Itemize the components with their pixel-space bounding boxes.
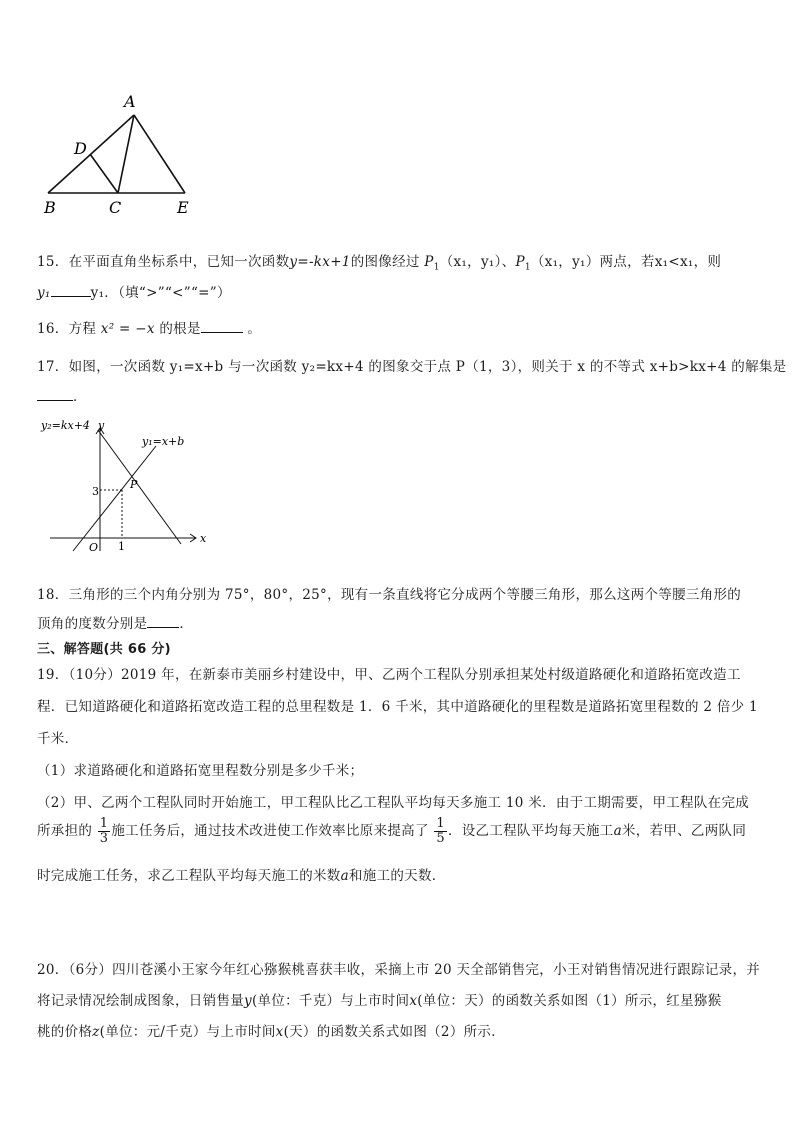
label-D: D xyxy=(74,139,87,158)
q20-variable-x2: x xyxy=(275,1024,284,1040)
label-y-axis: y xyxy=(98,419,105,432)
q16-text-c: 。 xyxy=(247,321,262,337)
q16-line xyxy=(37,317,261,337)
triangle-figure xyxy=(30,88,210,223)
q17-text: 如图，一次函数 y₁=x+b 与一次函数 y₂=kx+4 的图象交于点 P（1，3），则关于 x 的不等式 x+b>kx+4 的解集是 xyxy=(68,359,787,375)
q19-variable-a: a xyxy=(613,823,622,839)
q19-sub2-text-b: 施工任务后，通过技术改进使工作效率比原来提高了 xyxy=(111,823,429,839)
q19-line1: 19．（10分）2019 年，在新泰市美丽乡村建设中，甲、乙两个工程队分别承担某处村级道路硬化和道路拓宽改造工 xyxy=(37,667,741,683)
q17-line1 xyxy=(37,355,786,375)
q15-y1-left: y₁ xyxy=(37,285,51,301)
q18-number: 18． xyxy=(37,587,69,603)
tick-label-3: 3 xyxy=(92,485,99,498)
q16-text-a: 方程 xyxy=(68,321,97,337)
segment-DC xyxy=(90,154,118,193)
q19-sub2-text-c: ．设乙工程队平均每天施工 xyxy=(447,823,614,839)
q20-variable-x: x xyxy=(409,993,418,1009)
q17-number: 17． xyxy=(37,359,69,375)
q16-answer-blank[interactable] xyxy=(201,320,243,333)
label-E: E xyxy=(177,198,189,217)
section-heading: 三、解答题(共 66 分) xyxy=(37,642,171,657)
q19-sub2-line1: （2）甲、乙两个工程队同时开始施工，甲工程队比乙工程队平均每天多施工 10 米．由于工期需要，甲工程队在完成 xyxy=(37,795,750,811)
q19-sub2-text-d: 米，若甲、乙两队同 xyxy=(621,823,747,839)
line-y1 xyxy=(73,446,156,551)
fraction-one-fifth-numerator: 1 xyxy=(436,816,445,831)
q15-number: 15． xyxy=(37,254,69,270)
q20-line3 xyxy=(37,1020,505,1040)
q15-point1-coords: （x₁，y₁）、 xyxy=(439,254,516,270)
q19-sub2-line3-text-a: 时完成施工任务，求乙工程队平均每天施工的米数 xyxy=(37,868,341,884)
q16-number: 16． xyxy=(37,321,69,337)
q15-point1-sub: 1 xyxy=(433,262,440,273)
q15-point2: P xyxy=(515,254,525,270)
label-C: C xyxy=(109,198,122,217)
q15-point1: P xyxy=(424,254,434,270)
q20-line1: 20．（6分）四川苍溪小王家今年红心猕猴桃喜获丰收，采摘上市 20 天全部销售完，小王对销售情况进行跟踪记录，并 xyxy=(37,962,761,978)
q19-variable-a2: a xyxy=(340,868,349,884)
label-y2: y₂=kx+4 xyxy=(41,419,90,432)
q15-line1 xyxy=(37,250,721,273)
q19-sub2-line3 xyxy=(37,864,446,884)
q15-function: y=-kx+1 xyxy=(289,254,351,270)
q17-end: ． xyxy=(73,389,87,405)
q20-line3-text-b: (单位：元/千克）与上市时间 xyxy=(99,1024,276,1040)
q18-answer-blank[interactable] xyxy=(147,615,179,628)
q16-text-b: 的根是 xyxy=(159,321,201,337)
q20-line3-text-a: 桃的价格 xyxy=(37,1024,93,1040)
q15-answer-blank[interactable] xyxy=(51,284,91,297)
q16-equation: x² = −x xyxy=(100,321,155,337)
q18-end: ． xyxy=(179,616,194,632)
q19-sub2-line3-text-b: 和施工的天数． xyxy=(348,868,446,884)
q15-line2 xyxy=(37,281,231,301)
q18-line2 xyxy=(37,612,193,632)
q17-answer-blank[interactable] xyxy=(37,388,73,401)
label-P: P xyxy=(130,478,138,491)
fraction-one-fifth xyxy=(434,817,447,846)
linear-functions-graph xyxy=(38,416,218,556)
q18-text-line1: 三角形的三个内角分别为 75°，80°，25°，现有一条直线将它分成两个等腰三角形，那么这两个等腰三角形的 xyxy=(68,587,742,603)
q19-line3: 千米． xyxy=(37,731,79,747)
q19-sub2-line2 xyxy=(37,817,746,846)
label-A: A xyxy=(124,92,136,111)
q19-line2: 程．已知道路硬化和道路拓宽改造工程的总里程数是 1．6 千米，其中道路硬化的里程数是道路拓宽里程数的 2 倍少 1 xyxy=(37,699,758,715)
q15-text-a: 在平面直角坐标系中，已知一次函数 xyxy=(68,254,290,270)
label-y1: y₁=x+b xyxy=(142,435,185,448)
q20-line2-text-b: (单位：千克）与上市时间 xyxy=(251,993,410,1009)
label-origin: O xyxy=(89,541,99,554)
q20-line2 xyxy=(37,989,722,1009)
tick-label-1: 1 xyxy=(118,540,125,553)
fraction-one-fifth-denominator: 5 xyxy=(436,831,445,846)
q15-condition: x₁<x₁，则 xyxy=(654,254,722,270)
q15-point2-sub: 1 xyxy=(524,262,531,273)
q19-sub2-text-a: 所承担的 xyxy=(37,823,93,839)
q18-line1 xyxy=(37,583,741,603)
q18-text-line2: 顶角的度数分别是 xyxy=(37,616,148,632)
q20-variable-y: y xyxy=(244,993,252,1009)
q15-text-b: 的图像经过 xyxy=(350,254,420,270)
fraction-one-third-numerator: 1 xyxy=(99,816,109,831)
segment-AE xyxy=(134,115,185,193)
label-B: B xyxy=(44,198,56,217)
q15-point2-coords: （x₁，y₁）两点，若 xyxy=(530,254,655,270)
q19-sub1: （1）求道路硬化和道路拓宽里程数分别是多少千米； xyxy=(37,763,364,779)
label-x-axis: x xyxy=(200,532,207,545)
q20-line2-text-a: 将记录情况绘制成图象，日销售量 xyxy=(37,993,244,1009)
q17-line2 xyxy=(37,385,87,405)
q15-y1-right: y₁．（填“>”“<”“=”） xyxy=(90,285,231,301)
fraction-one-third xyxy=(98,817,111,846)
q20-variable-z: z xyxy=(92,1024,100,1040)
fraction-one-third-denominator: 3 xyxy=(99,831,109,846)
q20-line3-text-c: (天）的函数关系式如图（2）所示． xyxy=(283,1024,506,1040)
q20-line2-text-c: (单位：天）的函数关系如图（1）所示，红星猕猴 xyxy=(417,993,722,1009)
